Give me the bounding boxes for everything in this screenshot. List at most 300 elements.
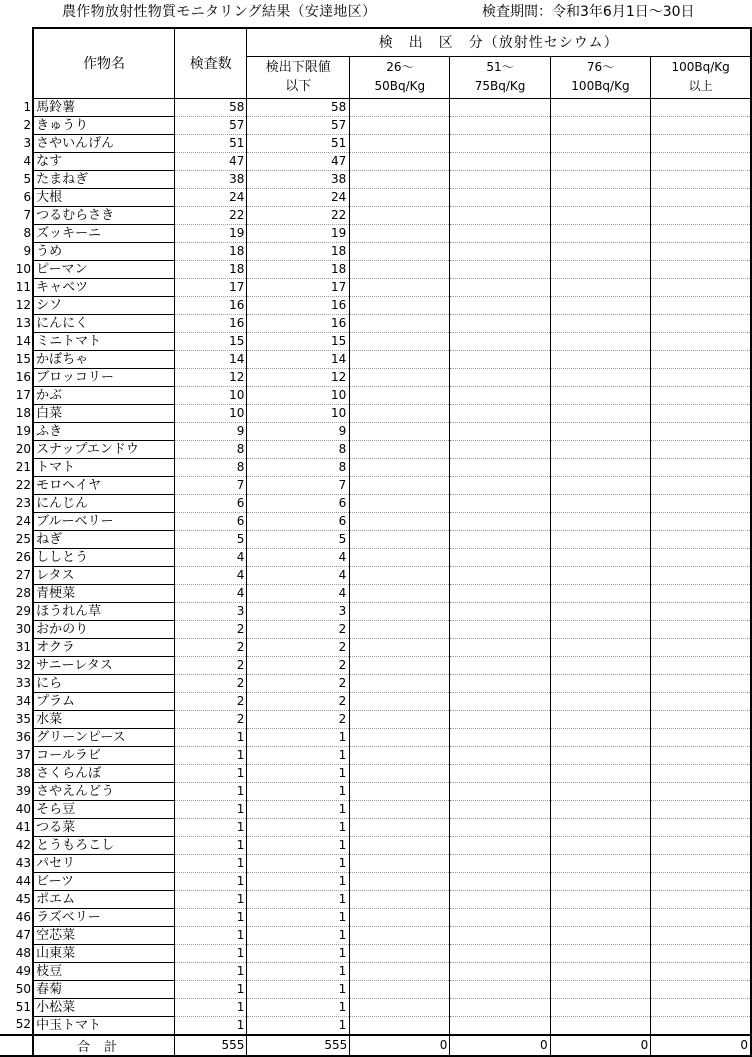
row-number: 47 (15, 927, 32, 942)
table-row (0, 296, 751, 314)
range4-cell (651, 872, 751, 890)
range4-cell (651, 458, 751, 476)
row-number: 12 (15, 297, 32, 312)
table-row (0, 890, 751, 908)
range3-cell (550, 980, 651, 998)
range1-cell (350, 98, 450, 116)
below-limit-cell: 51 (247, 134, 350, 152)
below-limit-cell: 38 (247, 170, 350, 188)
range1-cell (350, 260, 450, 278)
range4-cell (651, 710, 751, 728)
range1-cell (350, 728, 450, 746)
range4-cell (651, 116, 751, 134)
test-count-cell: 2 (175, 710, 247, 728)
range3-cell (550, 134, 651, 152)
range4-cell (651, 206, 751, 224)
row-number: 25 (15, 531, 32, 546)
total-count: 555 (175, 1035, 247, 1056)
total-range3: 0 (550, 1035, 651, 1056)
test-count-cell: 6 (175, 494, 247, 512)
below-limit-cell: 24 (247, 188, 350, 206)
range3-cell (550, 998, 651, 1016)
table-row (0, 1016, 751, 1035)
range4-cell (651, 152, 751, 170)
range1-cell (350, 404, 450, 422)
below-limit-cell: 2 (247, 692, 350, 710)
range2-cell (450, 116, 550, 134)
range4-cell (651, 746, 751, 764)
range4-cell (651, 818, 751, 836)
below-limit-cell: 6 (247, 494, 350, 512)
range1-cell (350, 782, 450, 800)
below-limit-cell: 1 (247, 746, 350, 764)
crop-name-cell: ズッキーニ (33, 224, 174, 242)
range4-cell (651, 656, 751, 674)
table-row (0, 944, 751, 962)
range3-cell (550, 188, 651, 206)
below-limit-cell: 1 (247, 944, 350, 962)
below-limit-cell: 15 (247, 332, 350, 350)
test-count-cell: 4 (175, 584, 247, 602)
range1-cell (350, 188, 450, 206)
range3-cell (550, 836, 651, 854)
table-row (0, 116, 751, 134)
inspection-period: 検査期間：令和3年6月1日～30日 (482, 4, 695, 20)
row-number: 51 (15, 999, 32, 1014)
below-limit-cell: 1 (247, 872, 350, 890)
crop-name-cell: なす (33, 152, 174, 170)
row-number: 38 (15, 765, 32, 780)
range1-cell (350, 512, 450, 530)
range1-cell (350, 674, 450, 692)
range3-cell (550, 800, 651, 818)
crop-name-cell: 大根 (33, 188, 174, 206)
below-limit-cell: 2 (247, 674, 350, 692)
range3-cell (550, 152, 651, 170)
range4-cell (651, 566, 751, 584)
range3-cell (550, 692, 651, 710)
range2-cell (450, 656, 550, 674)
range1-cell (350, 998, 450, 1016)
test-count-cell: 1 (175, 818, 247, 836)
range4-cell (651, 998, 751, 1016)
range4-cell (651, 296, 751, 314)
range3-cell (550, 782, 651, 800)
table-row (0, 548, 751, 566)
below-limit-cell: 9 (247, 422, 350, 440)
test-count-cell: 1 (175, 746, 247, 764)
range2-cell (450, 674, 550, 692)
below-limit-cell: 2 (247, 656, 350, 674)
test-count-cell: 1 (175, 782, 247, 800)
range3-cell (550, 638, 651, 656)
range4-cell (651, 548, 751, 566)
below-limit-cell: 7 (247, 476, 350, 494)
table-row (0, 710, 751, 728)
range3-cell (550, 98, 651, 116)
row-number: 45 (15, 891, 32, 906)
crop-name-cell: シソ (33, 296, 174, 314)
below-limit-cell: 18 (247, 242, 350, 260)
crop-name-cell: ブルーベリー (33, 512, 174, 530)
table-row (0, 242, 751, 260)
range4-cell (651, 386, 751, 404)
range3-cell (550, 962, 651, 980)
range1-cell (350, 296, 450, 314)
below-limit-cell: 8 (247, 440, 350, 458)
crop-name-cell: 枝豆 (33, 962, 174, 980)
range4-cell (651, 692, 751, 710)
crop-name-cell: にんにく (33, 314, 174, 332)
test-count-cell: 1 (175, 854, 247, 872)
range3-cell (550, 314, 651, 332)
row-number: 42 (15, 837, 32, 852)
range3-cell (550, 170, 651, 188)
table-row (0, 908, 751, 926)
row-number: 35 (15, 711, 32, 726)
test-count-cell: 15 (175, 332, 247, 350)
crop-name-cell: スナップエンドウ (33, 440, 174, 458)
test-count-cell: 1 (175, 890, 247, 908)
range1-cell (350, 440, 450, 458)
range3-cell (550, 116, 651, 134)
row-number: 3 (23, 135, 32, 150)
range2-cell (450, 584, 550, 602)
col-test-count: 検査数 (175, 28, 247, 98)
range4-cell (651, 422, 751, 440)
range3-cell (550, 368, 651, 386)
range1-cell (350, 494, 450, 512)
range4-cell (651, 512, 751, 530)
table-row (0, 512, 751, 530)
range2-cell (450, 278, 550, 296)
range2-cell (450, 350, 550, 368)
below-limit-cell: 1 (247, 890, 350, 908)
table-row (0, 926, 751, 944)
range2-cell (450, 962, 550, 980)
range4-cell (651, 332, 751, 350)
below-limit-cell: 18 (247, 260, 350, 278)
below-limit-cell: 4 (247, 566, 350, 584)
table-row (0, 440, 751, 458)
range4-cell (651, 638, 751, 656)
range1-cell (350, 944, 450, 962)
below-limit-cell: 4 (247, 584, 350, 602)
range3-cell (550, 890, 651, 908)
crop-name-cell: パセリ (33, 854, 174, 872)
range2-line2: 75Bq/Kg (474, 79, 526, 93)
range4-cell (651, 926, 751, 944)
row-number: 18 (15, 405, 32, 420)
range3-cell (550, 620, 651, 638)
range2-cell (450, 620, 550, 638)
range1-cell (350, 710, 450, 728)
range4-cell (651, 440, 751, 458)
row-number: 16 (15, 369, 32, 384)
range3-cell (550, 440, 651, 458)
crop-name-cell: にら (33, 674, 174, 692)
crop-name-cell: 山東菜 (33, 944, 174, 962)
range1-cell (350, 908, 450, 926)
col-range-76-100 (550, 56, 651, 98)
range4-cell (651, 188, 751, 206)
row-number: 17 (15, 387, 32, 402)
col-detection-group: 検 出 区 分（放射性セシウム） (247, 28, 751, 56)
below-limit-cell: 8 (247, 458, 350, 476)
row-number: 52 (15, 1017, 32, 1032)
range4-cell (651, 476, 751, 494)
range4-cell (651, 620, 751, 638)
test-count-cell: 1 (175, 800, 247, 818)
crop-name-cell: そら豆 (33, 800, 174, 818)
total-label: 合計 (33, 1035, 174, 1056)
range1-cell (350, 620, 450, 638)
range2-cell (450, 872, 550, 890)
range1-cell (350, 818, 450, 836)
table-row (0, 170, 751, 188)
table-row (0, 260, 751, 278)
range3-cell (550, 1016, 651, 1035)
range3-cell (550, 548, 651, 566)
below-limit-cell: 1 (247, 764, 350, 782)
range4-cell (651, 98, 751, 116)
below-limit-cell: 57 (247, 116, 350, 134)
range2-cell (450, 440, 550, 458)
crop-name-cell: ほうれん草 (33, 602, 174, 620)
test-count-cell: 1 (175, 728, 247, 746)
range2-cell (450, 764, 550, 782)
crop-name-cell: にんじん (33, 494, 174, 512)
range4-cell (651, 224, 751, 242)
range2-cell (450, 548, 550, 566)
range3-cell (550, 854, 651, 872)
range2-cell (450, 458, 550, 476)
range1-cell (350, 800, 450, 818)
test-count-cell: 9 (175, 422, 247, 440)
range2-cell (450, 998, 550, 1016)
range2-cell (450, 890, 550, 908)
crop-name-cell: オクラ (33, 638, 174, 656)
range2-cell (450, 260, 550, 278)
crop-name-cell: ししとう (33, 548, 174, 566)
range3-cell (550, 332, 651, 350)
table-row (0, 656, 751, 674)
table-row (0, 620, 751, 638)
range2-cell (450, 170, 550, 188)
total-row (0, 1035, 751, 1056)
table-row (0, 368, 751, 386)
below-limit-cell: 14 (247, 350, 350, 368)
test-count-cell: 1 (175, 1016, 247, 1035)
row-number: 27 (15, 567, 32, 582)
below-limit-cell: 1 (247, 818, 350, 836)
crop-name-cell: ブロッコリー (33, 368, 174, 386)
total-range4: 0 (651, 1035, 751, 1056)
below-limit-cell: 2 (247, 710, 350, 728)
range4-cell (651, 962, 751, 980)
range1-cell (350, 854, 450, 872)
table-row (0, 386, 751, 404)
table-row (0, 350, 751, 368)
range2-cell (450, 296, 550, 314)
range3-cell (550, 512, 651, 530)
row-number: 20 (15, 441, 32, 456)
table-row (0, 530, 751, 548)
row-number: 33 (15, 675, 32, 690)
row-number: 26 (15, 549, 32, 564)
row-number: 13 (15, 315, 32, 330)
crop-name-cell: ねぎ (33, 530, 174, 548)
row-number: 40 (15, 801, 32, 816)
below-limit-cell: 1 (247, 836, 350, 854)
row-number: 32 (15, 657, 32, 672)
range2-cell (450, 476, 550, 494)
table-row (0, 818, 751, 836)
row-number: 46 (15, 909, 32, 924)
range1-cell (350, 980, 450, 998)
crop-name-cell: 空芯菜 (33, 926, 174, 944)
crop-name-cell: とうもろこし (33, 836, 174, 854)
range3-cell (550, 566, 651, 584)
test-count-cell: 58 (175, 98, 247, 116)
row-number: 7 (23, 207, 32, 222)
range1-cell (350, 134, 450, 152)
range1-cell (350, 386, 450, 404)
crop-name-cell: さくらんぼ (33, 764, 174, 782)
range1-line2: 50Bq/Kg (374, 79, 426, 93)
col-range-26-50 (350, 56, 450, 98)
below-limit-cell: 12 (247, 368, 350, 386)
range2-cell (450, 908, 550, 926)
table-row (0, 566, 751, 584)
range4-cell (651, 530, 751, 548)
range4-cell (651, 836, 751, 854)
test-count-cell: 8 (175, 458, 247, 476)
test-count-cell: 1 (175, 998, 247, 1016)
range1-cell (350, 584, 450, 602)
below-limit-cell: 1 (247, 782, 350, 800)
range1-cell (350, 566, 450, 584)
range2-cell (450, 152, 550, 170)
range3-cell (550, 494, 651, 512)
range2-cell (450, 314, 550, 332)
range2-cell (450, 386, 550, 404)
range3-cell (550, 422, 651, 440)
range4-cell (651, 242, 751, 260)
test-count-cell: 16 (175, 296, 247, 314)
col-below-limit (247, 56, 350, 98)
table-row (0, 962, 751, 980)
row-number: 23 (15, 495, 32, 510)
table-row (0, 602, 751, 620)
row-number: 50 (15, 981, 32, 996)
crop-name-cell: きゅうり (33, 116, 174, 134)
range3-cell (550, 944, 651, 962)
range2-cell (450, 926, 550, 944)
range4-cell (651, 854, 751, 872)
row-number: 9 (23, 243, 32, 258)
range1-cell (350, 206, 450, 224)
test-count-cell: 7 (175, 476, 247, 494)
crop-name-cell: ビーツ (33, 872, 174, 890)
test-count-cell: 3 (175, 602, 247, 620)
table-row (0, 638, 751, 656)
range2-cell (450, 494, 550, 512)
range2-cell (450, 944, 550, 962)
crop-name-cell: うめ (33, 242, 174, 260)
range1-cell (350, 890, 450, 908)
table-row (0, 458, 751, 476)
range1-cell (350, 422, 450, 440)
table-row (0, 872, 751, 890)
table-row (0, 422, 751, 440)
range1-cell (350, 530, 450, 548)
row-number-header (0, 28, 33, 98)
test-count-cell: 2 (175, 656, 247, 674)
crop-name-cell: ピーマン (33, 260, 174, 278)
range1-cell (350, 656, 450, 674)
range3-cell (550, 746, 651, 764)
below-limit-cell: 10 (247, 386, 350, 404)
table-row (0, 206, 751, 224)
range1-cell (350, 368, 450, 386)
test-count-cell: 1 (175, 926, 247, 944)
range1-cell (350, 872, 450, 890)
below-limit-cell: 1 (247, 908, 350, 926)
test-count-cell: 1 (175, 944, 247, 962)
range2-cell (450, 242, 550, 260)
total-range2: 0 (450, 1035, 550, 1056)
test-count-cell: 10 (175, 404, 247, 422)
test-count-cell: 1 (175, 980, 247, 998)
test-count-cell: 57 (175, 116, 247, 134)
crop-name-cell: 馬鈴薯 (33, 98, 174, 116)
below-limit-line1: 検出下限値 (265, 60, 331, 75)
table-row (0, 854, 751, 872)
table-row (0, 188, 751, 206)
row-number: 43 (15, 855, 32, 870)
table-row (0, 404, 751, 422)
test-count-cell: 1 (175, 764, 247, 782)
range3-cell (550, 728, 651, 746)
row-number: 19 (15, 423, 32, 438)
below-limit-cell: 1 (247, 926, 350, 944)
below-limit-cell: 2 (247, 620, 350, 638)
range3-cell (550, 818, 651, 836)
range3-cell (550, 872, 651, 890)
range3-cell (550, 584, 651, 602)
range3-line2: 100Bq/Kg (571, 79, 630, 93)
range1-cell (350, 458, 450, 476)
range1-cell (350, 1016, 450, 1035)
range1-cell (350, 116, 450, 134)
below-limit-cell: 1 (247, 980, 350, 998)
range1-cell (350, 638, 450, 656)
monitoring-table (0, 27, 752, 1057)
range4-cell (651, 368, 751, 386)
test-count-cell: 24 (175, 188, 247, 206)
range4-cell (651, 1016, 751, 1035)
row-number: 5 (23, 171, 32, 186)
table-row (0, 998, 751, 1016)
crop-name-cell: 春菊 (33, 980, 174, 998)
table-row (0, 152, 751, 170)
table-row (0, 782, 751, 800)
crop-name-cell: プラム (33, 692, 174, 710)
row-number: 41 (15, 819, 32, 834)
range2-cell (450, 692, 550, 710)
row-number: 10 (15, 261, 32, 276)
